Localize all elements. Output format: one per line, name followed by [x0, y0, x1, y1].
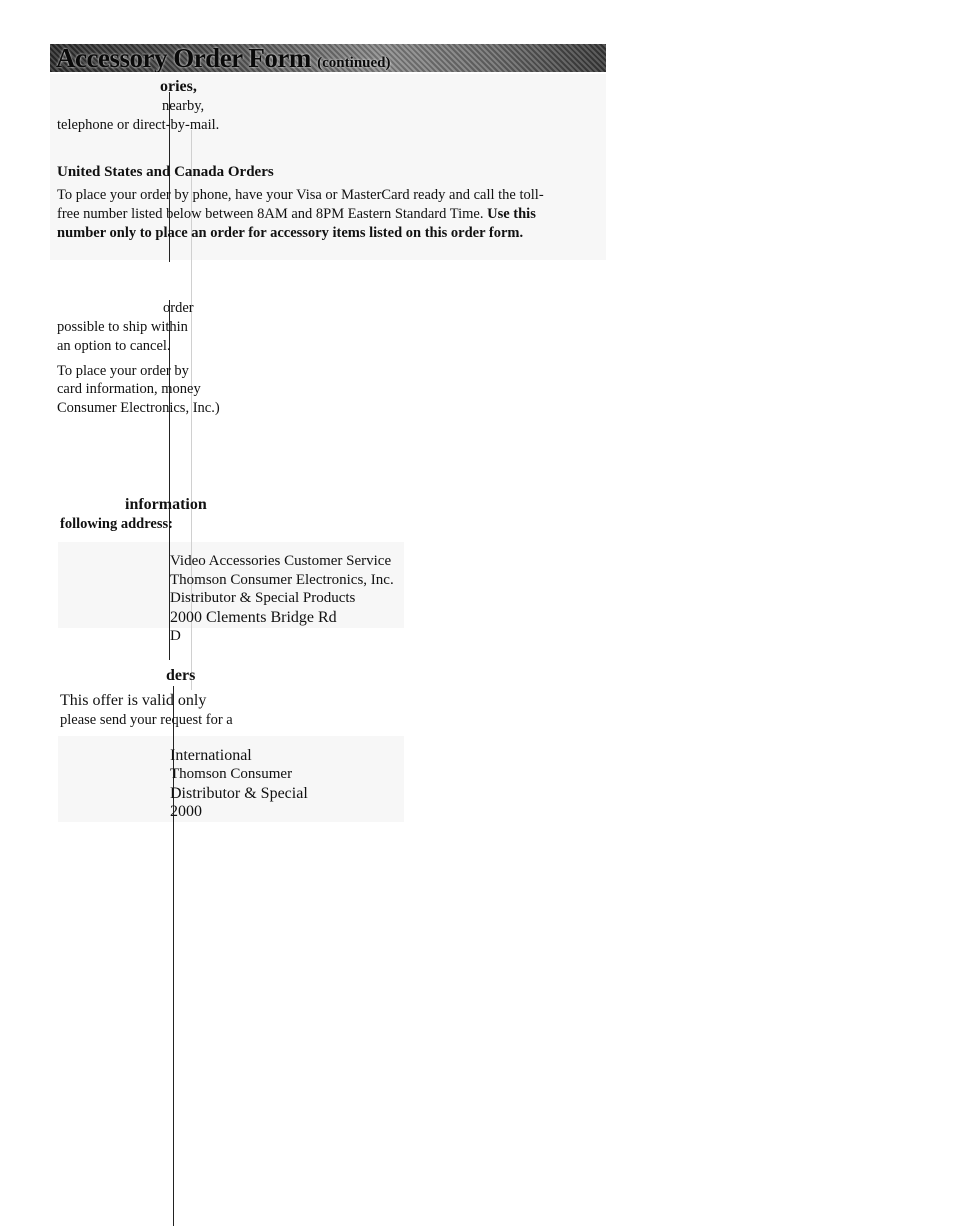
international-heading-fragment: ders: [166, 667, 196, 684]
international-line-2: please send your request for a: [60, 712, 233, 728]
us-canada-line-2-bold: Use this: [487, 206, 536, 222]
address-us-line-5: D: [170, 628, 181, 644]
shipping-line-1: order: [163, 300, 194, 316]
us-canada-line-2: [57, 205, 536, 224]
mail-order-line-3: Consumer Electronics, Inc.): [57, 400, 220, 416]
us-canada-line-3: number only to place an order for accessory items listed on this order form.: [57, 225, 524, 241]
page-title: [56, 44, 391, 72]
address-intl-line-2: Thomson Consumer: [170, 766, 293, 782]
shipping-line-2: possible to ship within: [57, 319, 188, 335]
address-us-line-4: 2000 Clements Bridge Rd: [170, 609, 337, 626]
address-us-line-2: Thomson Consumer Electronics, Inc.: [170, 572, 394, 588]
intro-line-1: nearby,: [162, 98, 205, 114]
us-canada-heading: United States and Canada Orders: [57, 164, 274, 180]
intro-line-2: telephone or direct-by-mail.: [57, 117, 220, 133]
address-intl-line-4: 2000: [170, 803, 202, 820]
address-intl-line-1: International: [170, 747, 252, 764]
us-canada-line-1: To place your order by phone, have your Visa or MasterCard ready and call the toll-: [57, 187, 544, 203]
address-intl-line-3: Distributor & Special: [170, 785, 308, 802]
mail-order-line-2: card information, money: [57, 381, 201, 397]
page-title-continued: (continued): [317, 55, 391, 71]
information-line-1: following address:: [60, 516, 173, 532]
address-us-line-1: Video Accessories Customer Service: [170, 553, 392, 569]
intro-heading-fragment: ories,: [160, 78, 197, 95]
address-us-line-3: Distributor & Special Products: [170, 590, 356, 606]
international-line-1: This offer is valid only: [60, 692, 207, 709]
shipping-line-3: an option to cancel.: [57, 338, 171, 354]
information-heading: information: [125, 496, 207, 513]
page-title-text: Accessory Order Form: [56, 44, 311, 72]
us-canada-line-2-plain: free number listed below between 8AM and 8PM Eastern Standard Time.: [57, 206, 484, 222]
mail-order-line-1: To place your order by: [57, 363, 189, 379]
header-banner: [50, 44, 606, 72]
